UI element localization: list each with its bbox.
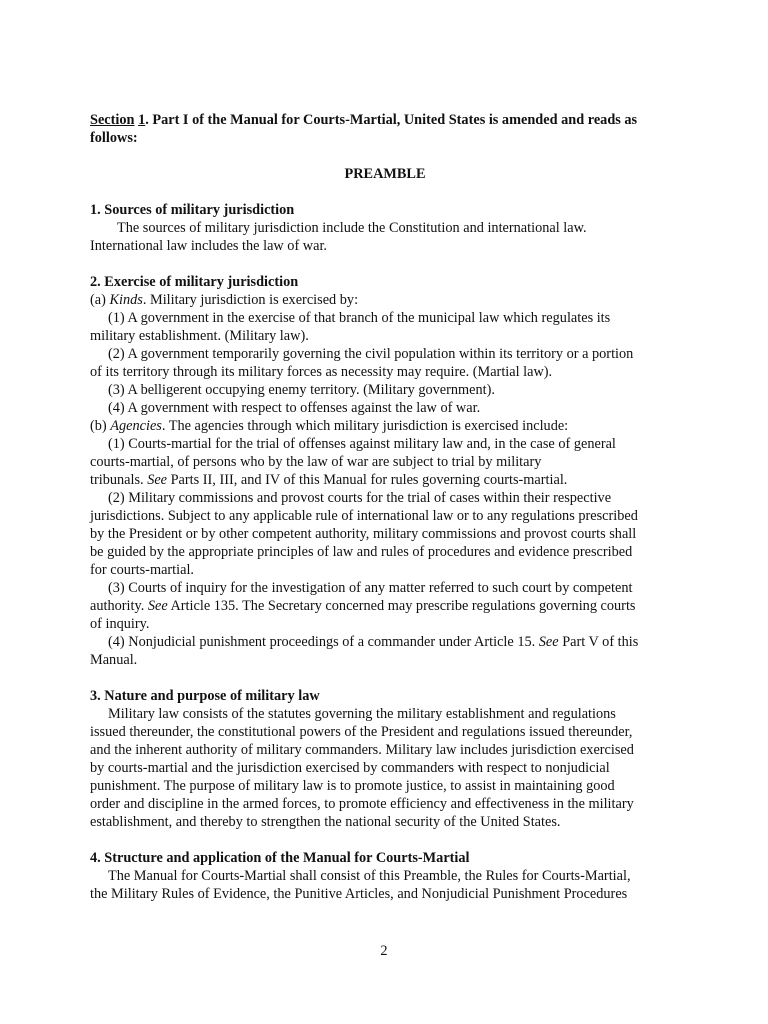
paragraph-line: of its territory through its military forces as necessity may require. (Martial law). xyxy=(90,364,553,380)
heading-sources-of-jurisdiction: 1. Sources of military jurisdiction xyxy=(90,202,295,218)
paragraph-line: courts-martial, of persons who by the law of war are subject to trial by military xyxy=(90,454,542,470)
heading-structure-and-application: 4. Structure and application of the Manual for Courts-Martial xyxy=(90,850,470,866)
paragraph-line: order and discipline in the armed forces, to promote efficiency and effectiveness in the military xyxy=(90,796,634,812)
paragraph-line: (4) A government with respect to offenses against the law of war. xyxy=(108,400,481,416)
section-intro xyxy=(90,111,680,147)
text-span: authority. xyxy=(90,598,148,614)
subsection-b-title: Agencies xyxy=(110,418,162,434)
section-label: Section xyxy=(90,112,135,128)
heading-exercise-of-jurisdiction: 2. Exercise of military jurisdiction xyxy=(90,274,299,290)
text-span: tribunals. xyxy=(90,472,148,488)
paragraph-line: by the President or by other competent authority, military commissions and provost courts shall xyxy=(90,526,637,542)
text-span: Article 135. The Secretary concerned may prescribe regulations governing courts xyxy=(167,598,636,614)
paragraph-line: Military law consists of the statutes governing the military establishment and regulations xyxy=(108,706,616,722)
paragraph-line: jurisdictions. Subject to any applicable rule of international law or to any regulations prescribed xyxy=(90,508,638,524)
paragraph-line: by courts-martial and the jurisdiction exercised by commanders with respect to nonjudicial xyxy=(90,760,610,776)
subsection-a-prefix: (a) xyxy=(90,292,110,308)
see-reference: See xyxy=(538,634,559,650)
text-span: Part V of this xyxy=(558,634,639,650)
paragraph-line xyxy=(90,633,680,651)
paragraph-line: punishment. The purpose of military law is to promote justice, to assist in maintaining good xyxy=(90,778,615,794)
subsection-b-agencies xyxy=(90,417,680,435)
section-number: 1 xyxy=(138,112,146,128)
paragraph-line: and the inherent authority of military commanders. Military law includes jurisdiction exercised xyxy=(90,742,634,758)
paragraph-line: (1) A government in the exercise of that branch of the municipal law which regulates its xyxy=(108,310,611,326)
paragraph-line: (3) Courts of inquiry for the investigation of any matter referred to such court by competent xyxy=(108,580,633,596)
subsection-a-title: Kinds xyxy=(109,292,143,308)
paragraph-line: (3) A belligerent occupying enemy territory. (Military government). xyxy=(108,382,495,398)
document-page xyxy=(90,111,680,903)
paragraph-line: (2) A government temporarily governing the civil population within its territory or a portion xyxy=(108,346,634,362)
paragraph-line: The sources of military jurisdiction include the Constitution and international law. xyxy=(117,220,587,236)
subsection-a-kinds xyxy=(90,291,680,309)
paragraph-line: issued thereunder, the constitutional powers of the President and regulations issued thereunder, xyxy=(90,724,633,740)
paragraph-line: (1) Courts-martial for the trial of offenses against military law and, in the case of general xyxy=(108,436,616,452)
see-reference: See xyxy=(147,598,168,614)
paragraph-line: (2) Military commissions and provost courts for the trial of cases within their respective xyxy=(108,490,612,506)
text-span: (4) Nonjudicial punishment proceedings of a commander under Article 15. xyxy=(108,634,539,650)
section-intro-text: . Part I of the Manual for Courts-Martial, United States is amended and reads as follows: xyxy=(90,112,638,146)
subsection-b-text: . The agencies through which military jurisdiction is exercised include: xyxy=(161,418,569,434)
preamble-title: PREAMBLE xyxy=(344,166,426,182)
subsection-b-prefix: (b) xyxy=(90,418,111,434)
see-reference: See xyxy=(147,472,168,488)
paragraph-line xyxy=(90,471,680,489)
paragraph-line: be guided by the appropriate principles of law and rules of procedures and evidence prescribed xyxy=(90,544,633,560)
page-number: 2 xyxy=(380,943,388,959)
paragraph-line: of inquiry. xyxy=(90,616,150,632)
text-span: Parts II, III, and IV of this Manual for rules governing courts-martial. xyxy=(167,472,568,488)
paragraph-line: The Manual for Courts-Martial shall consist of this Preamble, the Rules for Courts-Martial, xyxy=(108,868,631,884)
paragraph-line: Manual. xyxy=(90,652,138,668)
paragraph-line: International law includes the law of war. xyxy=(90,238,328,254)
paragraph-line xyxy=(90,597,680,615)
paragraph-line: for courts-martial. xyxy=(90,562,195,578)
subsection-a-text: . Military jurisdiction is exercised by: xyxy=(142,292,359,308)
heading-nature-and-purpose: 3. Nature and purpose of military law xyxy=(90,688,320,704)
paragraph-line: establishment, and thereby to strengthen the national security of the United States. xyxy=(90,814,561,830)
paragraph-line: military establishment. (Military law). xyxy=(90,328,309,344)
paragraph-line: the Military Rules of Evidence, the Punitive Articles, and Nonjudicial Punishment Procedures xyxy=(90,886,628,902)
